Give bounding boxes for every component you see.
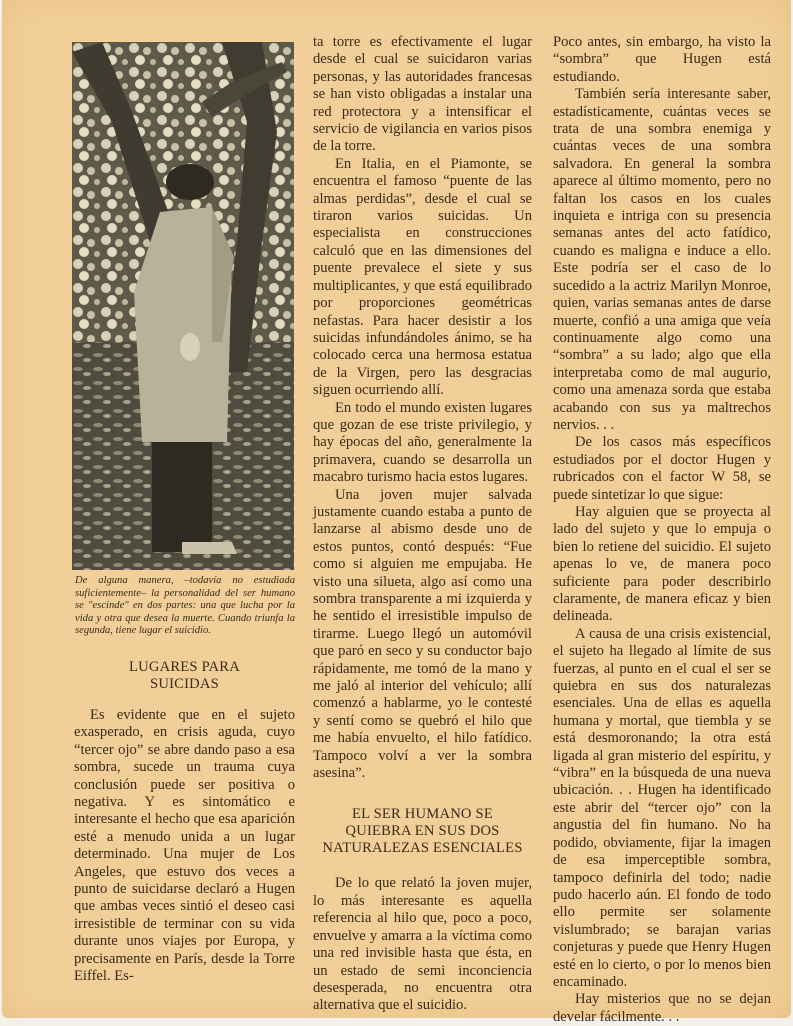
paragraph: De lo que relató la joven mujer, lo más interesante es aquella referencia al hilo que, poco a poco, envuelve y amarra a la víctima como una red invisible hasta que ésta, en un estado de semi inconciencia desesperada, no encuentra otra alternativa que el suicidio. (313, 875, 532, 1014)
article-photo (72, 42, 294, 570)
paragraph: De los casos más específicos estudiados por el doctor Hugen y rubricados con el factor W 58, se puede sintetizar lo que sigue: (553, 434, 771, 503)
paragraph: Poco antes, sin embargo, ha visto la “sombra” que Hugen está estudiando. (553, 34, 771, 85)
heading-line: QUIEBRA EN SUS DOS (345, 823, 500, 840)
paragraph: ta torre es efectivamente el lugar desde el cual se suicidaron varias personas, y las autoridades francesas se han visto obligadas a instalar una red protectora y a intensificar el servicio de vigilancia en varios pisos de la torre. (313, 34, 532, 155)
section-heading-el-ser-humano (313, 806, 532, 857)
column-1-body (74, 707, 295, 986)
magazine-page (2, 0, 791, 1025)
paragraph: Es evidente que en el sujeto exasperado, en crisis aguda, cuyo “tercer ojo” se abre dando paso a esa sombra, sucede un trauma cuya conclusión puede ser positiva o negativa. Y es sintomático e interesante el hecho que esa aparición esté a menudo unida a un lugar determinado. Una mujer de Los Angeles, que estuvo dos veces a punto de suicidarse declaró a Hugen que ambas veces sintió el deseo casi irresistible de terminar con su vida durante unos viajes por Europa, y precisamente en París, desde la Torre Eiffel. Es- (74, 707, 295, 985)
paragraph: Hay alguien que se proyecta al lado del sujeto y que lo empuja o bien lo retiene del suicidio. El sujeto apenas lo ve, de manera poco suficiente para poder describirlo claramente, de manera eficaz y bien delineada. (553, 503, 771, 625)
paragraph: Una joven mujer salvada justamente cuando estaba a punto de lanzarse al abismo desde uno de estos puntos, contó después: “Fue como si alguien me empujaba. He visto una silueta, algo así como una sombra transparente a mi izquierda y he sentido el irresistible impulso de tirarme. Luego llegó un automóvil que paró en seco y su conductor bajo rápidamente, me tomó de la mano y me jaló al interior del vehículo; allí comenzó a hablarme, yo le contesté y sentí como se quebró el hilo que me había envuelto, el hilo fatídico. Tampoco volví a ver la sombra asesina”. (313, 486, 532, 782)
paragraph: En todo el mundo existen lugares que gozan de ese triste privilegio, y hay épocas del año, generalmente la primavera, cuando se desarrolla un macabro turismo hacia estos lugares. (313, 399, 532, 486)
photo-person-under-tree (72, 42, 294, 570)
paragraph: Hay misterios que no se dejan develar fácilmente. . . (553, 991, 771, 1025)
heading-line: LUGARES PARA (129, 659, 240, 675)
paragraph: A causa de una crisis existencial, el sujeto ha llegado al límite de sus fuerzas, al punto en el cual el ser se quiebra en sus dos naturalezas esenciales. Una de ellas es aquella humana y mortal, que tiembla y se está desmoronando; la otra está ligada al gran misterio del espíritu, y “vibra” en la búsqueda de una nueva ubicación. . . Hugen ha identificado este abrir del “tercer ojo” con la angustia del fin humano. No ha podido, obviamente, fijar la imagen de esa imperceptible sombra, tampoco definirla del todo; nadie pudo hacerlo aún. El fondo de todo ello permite ser solamente vislumbrado; se barajan varias conjeturas y puede que Henry Hugen esté en lo cierto, o por lo menos bien encaminado. (553, 625, 771, 990)
paragraph: También sería interesante saber, estadísticamente, cuántas veces se trata de una sombra enemiga y cuántas veces de una sombra salvadora. En general la sombra aparece al último momento, pero no faltan los casos en los cuales inquieta e intriga con su presencia semanas antes del acto fatídico, cuando es maligna e induce a ello. Este podría ser el caso de lo sucedido a la actriz Marilyn Monroe, quien, varias semanas antes de darse muerte, confió a una amiga que veía continuamente algo como una “sombra” a su lado; algo que ella interpretaba como de mal augurio, como una amenaza sorda que estaba acabando con sus ya maltrechos nervios. . . (553, 86, 771, 433)
paragraph: En Italia, en el Piamonte, se encuentra el famoso “puente de las almas perdidas”, desde el cual se tiraron varios suicidas. Un especialista en construcciones calculó que en las dimensiones del puente prevalece el siete y sus multiplicantes, y que está equilibrado por proporciones geométricas nefastas. Para hacer desistir a los suicidas infundándoles ánimo, se ha colocado cerca una hermosa estatua de la Virgen, pero las desgracias siguen ocurriendo allí. (313, 155, 532, 399)
heading-line: EL SER HUMANO SE (352, 806, 493, 823)
column-2 (313, 34, 532, 1015)
column-3 (553, 34, 771, 1026)
heading-line: SUICIDAS (150, 676, 219, 692)
heading-line: NATURALEZAS ESENCIALES (322, 840, 523, 857)
photo-caption: De alguna manera, –todavía no estudiada suficientemente– la personalidad del ser humano se "escinde" en dos partes: una que lucha por la vida y otra que desea la muerte. Cuando triunfa la segunda, tiene lugar el suicidio. (75, 575, 295, 637)
section-heading-lugares-para-suicidas (74, 659, 295, 693)
